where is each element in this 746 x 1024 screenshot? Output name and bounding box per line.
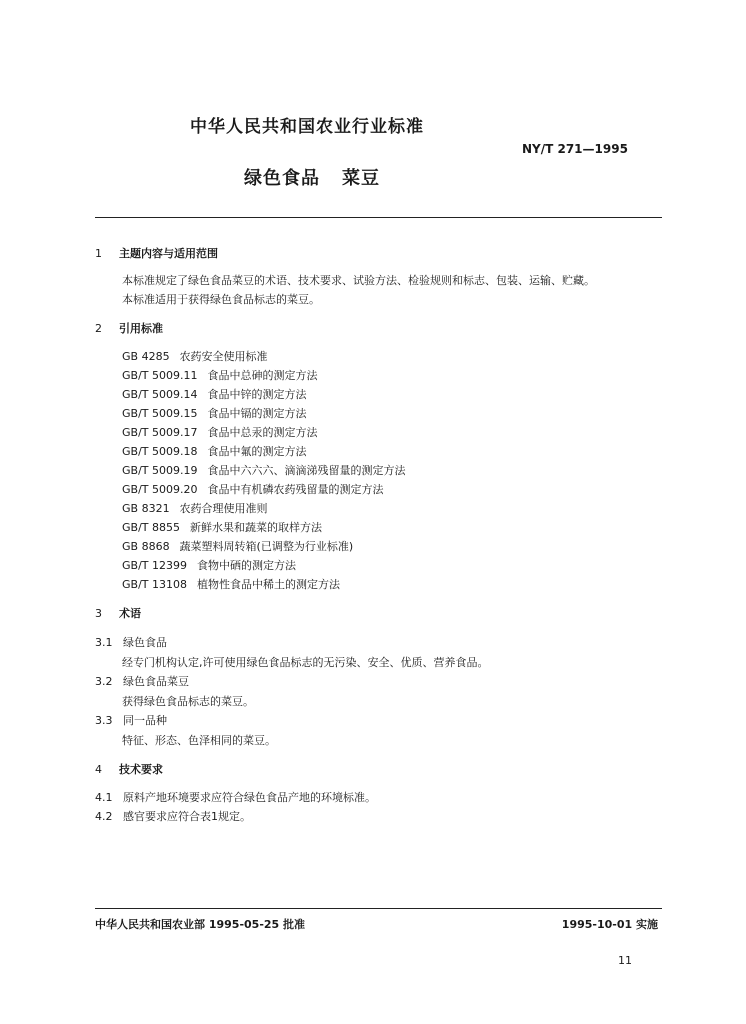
reference-name: 食品中六六六、滴滴涕残留量的测定方法 — [207, 464, 406, 477]
standard-code: NY/T 271—1995 — [522, 142, 628, 156]
requirement-number: 4.2 — [95, 810, 113, 823]
reference-item — [122, 443, 306, 459]
reference-code: GB/T 5009.18 — [122, 445, 198, 458]
reference-code: GB 4285 — [122, 350, 170, 363]
section-2-heading — [95, 320, 163, 336]
section-number: 2 — [95, 322, 102, 335]
reference-code: GB/T 5009.14 — [122, 388, 198, 401]
term-number: 3.1 — [95, 636, 113, 649]
reference-code: GB/T 5009.15 — [122, 407, 198, 420]
reference-item — [122, 348, 268, 364]
reference-item — [122, 462, 405, 478]
reference-code: GB 8321 — [122, 502, 170, 515]
reference-name: 食品中总砷的测定方法 — [207, 369, 318, 382]
term-definition: 特征、形态、色泽相同的菜豆。 — [122, 734, 276, 747]
section-title: 术语 — [119, 607, 141, 620]
reference-name: 新鲜水果和蔬菜的取样方法 — [190, 521, 322, 534]
reference-name: 食品中氟的测定方法 — [207, 445, 307, 458]
section-number: 4 — [95, 763, 102, 776]
term-label: 同一品种 — [123, 714, 167, 727]
reference-code: GB 8868 — [122, 540, 170, 553]
section-title: 主题内容与适用范围 — [119, 247, 218, 260]
reference-item — [122, 519, 322, 535]
section-4-heading — [95, 761, 163, 777]
page-number: 11 — [618, 954, 632, 967]
section-number: 3 — [95, 607, 102, 620]
term-number: 3.3 — [95, 714, 113, 727]
reference-item — [122, 538, 353, 554]
reference-item — [122, 405, 306, 421]
reference-code: GB/T 13108 — [122, 578, 187, 591]
requirement-text: 感官要求应符合表1规定。 — [123, 810, 251, 823]
reference-code: GB/T 5009.19 — [122, 464, 198, 477]
section-1-paragraph-2: 本标准适用于获得绿色食品标志的菜豆。 — [122, 293, 320, 306]
term-definition: 获得绿色食品标志的菜豆。 — [122, 695, 254, 708]
section-title: 引用标准 — [119, 322, 163, 335]
requirement-number: 4.1 — [95, 791, 113, 804]
term-definition: 经专门机构认定,许可使用绿色食品标志的无污染、安全、优质、营养食品。 — [122, 656, 489, 669]
reference-item — [122, 500, 268, 516]
reference-item — [122, 557, 296, 573]
approval-line: 中华人民共和国农业部 1995-05-25 批准 — [95, 918, 306, 931]
section-title: 技术要求 — [119, 763, 163, 776]
term-label: 绿色食品 — [123, 636, 167, 649]
reference-item — [122, 424, 317, 440]
reference-name: 食品中总汞的测定方法 — [207, 426, 318, 439]
reference-code: GB/T 5009.20 — [122, 483, 198, 496]
term-heading — [95, 634, 167, 650]
section-1-paragraph-1: 本标准规定了绿色食品菜豆的术语、技术要求、试验方法、检验规则和标志、包装、运输、贮藏。 — [122, 274, 595, 287]
reference-name: 食品中锌的测定方法 — [207, 388, 307, 401]
requirement-item — [95, 789, 376, 805]
reference-code: GB/T 5009.11 — [122, 369, 198, 382]
document-title — [244, 164, 380, 190]
reference-item — [122, 481, 383, 497]
reference-item — [122, 367, 317, 383]
section-number: 1 — [95, 247, 102, 260]
reference-name: 蔬菜塑料周转箱(已调整为行业标准) — [179, 540, 354, 553]
footer-divider — [95, 908, 662, 909]
term-heading — [95, 712, 167, 728]
document-title-part2: 菜豆 — [342, 168, 380, 189]
section-3-heading — [95, 605, 141, 621]
requirement-item — [95, 808, 251, 824]
reference-name: 农药安全使用标准 — [179, 350, 268, 363]
reference-name: 食物中硒的测定方法 — [197, 559, 296, 572]
reference-code: GB/T 5009.17 — [122, 426, 198, 439]
reference-name: 食品中有机磷农药残留量的测定方法 — [207, 483, 384, 496]
requirement-text: 原料产地环境要求应符合绿色食品产地的环境标准。 — [123, 791, 376, 804]
term-number: 3.2 — [95, 675, 113, 688]
reference-item — [122, 576, 340, 592]
reference-name: 农药合理使用准则 — [179, 502, 268, 515]
reference-code: GB/T 12399 — [122, 559, 187, 572]
issuing-body-title: 中华人民共和国农业行业标准 — [190, 117, 424, 137]
section-1-heading — [95, 245, 218, 261]
header-divider — [95, 217, 662, 218]
reference-name: 食品中镉的测定方法 — [207, 407, 307, 420]
term-label: 绿色食品菜豆 — [123, 675, 189, 688]
reference-code: GB/T 8855 — [122, 521, 180, 534]
effective-date-line: 1995-10-01 实施 — [561, 918, 658, 931]
reference-name: 植物性食品中稀土的测定方法 — [197, 578, 340, 591]
reference-item — [122, 386, 306, 402]
document-title-part1: 绿色食品 — [244, 168, 320, 189]
term-heading — [95, 673, 189, 689]
